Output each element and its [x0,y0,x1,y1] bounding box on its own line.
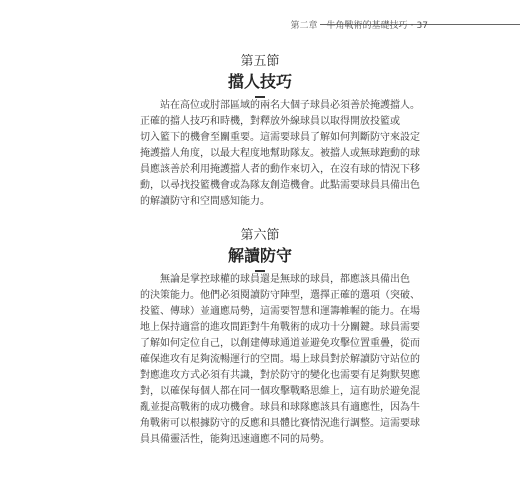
section-5-body [140,98,420,210]
paragraph-line: 動，以尋找投籃機會或為隊友創造機會。此點需要球員具備出色 [140,180,420,191]
section-title: 擋人技巧 [227,72,292,91]
section-title: 解讀防守 [227,246,292,265]
section-6-body [140,272,420,448]
section-5-heading [0,54,520,98]
paragraph-line: 投籃、傳球）並適應局勢，這需要智慧和運籌帷幄的能力。在場 [140,306,420,317]
paragraph-line: 正確的擋人技巧和時機，對釋放外線球員以取得開放投籃或 [140,116,400,127]
paragraph-line: 無論是掌控球權的球員還是無球的球員，都應該具備出色 [160,274,410,285]
paragraph-line: 對，以確保每個人都在同一個攻擊戰略思維上，這有助於避免混 [140,386,420,397]
paragraph-line: 地上保持適當的進攻間距對牛角戰術的成功十分關鍵。球員需要 [140,322,420,333]
running-head: 第二章 牛角戰術的基礎技巧・37 [290,21,428,31]
paragraph-line: 員具備靈活性，能夠迅速適應不同的局勢。 [140,434,330,445]
paragraph-line: 亂並提高戰術的成功機會。球員和球隊應該具有適應性，因為牛 [140,402,420,413]
paragraph-line: 站在高位或肘部區域的兩名大個子球員必須善於掩護擋人。 [160,100,420,111]
paragraph-line: 員應該善於利用掩護擋人者的動作來切入，在沒有球的情況下移 [140,164,420,175]
section-6-heading [0,228,520,272]
paragraph-line: 掩護擋人角度，以最大程度地幫助隊友。被擋人或無球跑動的球 [140,148,420,159]
paragraph-line: 角戰術可以根據防守的反應和具體比賽情況進行調整。這需要球 [140,418,420,429]
section-number: 第五節 [240,54,280,69]
paragraph-line: 確保進攻有足夠流暢運行的空間。場上球員對於解讀防守站位的 [140,354,420,365]
paragraph-line: 切入籃下的機會至關重要。這需要球員了解如何判斷防守來設定 [140,132,420,143]
page-header [0,0,520,32]
paragraph-line: 的解讀防守和空間感知能力。 [140,196,270,207]
paragraph-line: 的決策能力。他們必須閱讀防守陣型，選擇正確的選項（突破、 [140,290,420,301]
paragraph-line: 了解如何定位自己，以創建傳球通道並避免攻擊位置重疊，從而 [140,338,420,349]
paragraph-line: 對應進攻方式必須有共識，對於防守的變化也需要有足夠默契應 [140,370,420,381]
section-number: 第六節 [240,228,280,243]
